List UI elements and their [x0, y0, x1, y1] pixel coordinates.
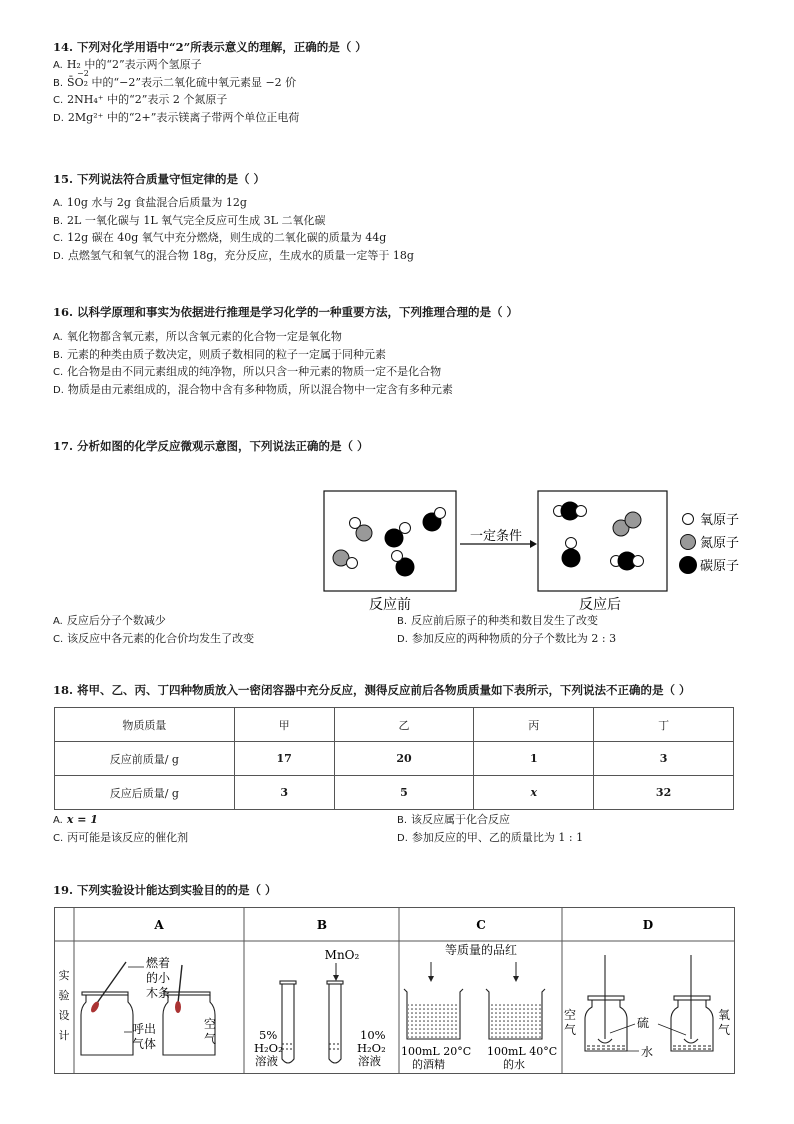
row-label: 计 [58, 1029, 70, 1042]
row-label: 设 [58, 1009, 70, 1022]
table-header-row [55, 708, 734, 742]
d-air-label: 气 [564, 1023, 577, 1037]
question-19 [53, 881, 754, 899]
option-d[interactable]: D. 参加反应的甲、乙的质量比为 1 : 1 [397, 831, 584, 844]
molecule-n2 [613, 512, 641, 536]
legend-nitrogen-icon [681, 535, 696, 550]
molecule-co2 [611, 552, 644, 571]
option-a[interactable]: A. H₂ 中的“2”表示两个氢原子 [53, 58, 202, 71]
molecule-co2 [554, 502, 587, 521]
option-c[interactable]: C. 12g 碳在 40g 氧气中充分燃烧，则生成的二氧化碳的质量为 44g [53, 231, 387, 244]
option-d[interactable]: D. 物质是由元素组成的，混合物中含有多种物质，所以混合物中一定含有多种元素 [53, 382, 453, 396]
option-c[interactable]: C. 化合物是由不同元素组成的纯净物，所以只含一种元素的物质一定不是化合物 [53, 365, 442, 378]
q17-options-row2 [53, 630, 754, 648]
column-a-header: A [154, 918, 164, 932]
option-d[interactable]: D. 参加反应的两种物质的分子个数比为 2 : 3 [397, 632, 617, 645]
c-top-label: 等质量的品红 [444, 943, 518, 957]
option-b[interactable]: B. S̄O₂ 中的“−2”表示二氧化硫中氧元素显 −2 价 −2 [53, 74, 754, 92]
c-left-label: 100mL 20°C [401, 1045, 472, 1058]
row-label: 验 [58, 989, 70, 1002]
legend-nitrogen: 氮原子 [700, 536, 740, 551]
table-cell: 32 [594, 776, 734, 810]
d-oxygen-label: 气 [718, 1023, 731, 1037]
table-cell: 3 [594, 742, 734, 776]
question-18 [53, 681, 754, 699]
option-c[interactable]: C. 2NH₄⁺ 中的“2”表示 2 个氮原子 [53, 93, 228, 106]
molecule-co [392, 551, 415, 577]
b-right-label: 10% [360, 1028, 386, 1042]
table-cell: 17 [234, 742, 334, 776]
after-label: 反应后 [579, 597, 621, 613]
beaker-water [486, 989, 545, 1039]
c-right-label: 100mL 40°C [487, 1045, 558, 1058]
question-title: 17. 分析如图的化学反应微观示意图，下列说法正确的是（ ） [53, 439, 369, 453]
table-cell: 反应前质量/ g [55, 742, 235, 776]
option-d[interactable]: D. 点燃氢气和氧气的混合物 18g，充分反应，生成水的质量一定等于 18g [53, 248, 414, 262]
option-a[interactable]: A. 反应后分子个数减少 [53, 614, 166, 627]
test-tube-10 [327, 981, 343, 1063]
b-left-label: H₂O₂ [254, 1041, 283, 1055]
question-title: 16. 以科学原理和事实为依据进行推理是学习化学的一种重要方法，下列推理合理的是（ ） [53, 305, 519, 319]
stick-label-1: 燃着 [146, 956, 171, 970]
table-header: 丙 [474, 708, 594, 742]
legend [679, 513, 739, 574]
b-right-label: 溶液 [358, 1054, 381, 1068]
breath-label-2: 气体 [132, 1037, 157, 1051]
molecule-co [562, 538, 581, 568]
question-title: 18. 将甲、乙、丙、丁四种物质放入一密闭容器中充分反应，测得反应前后各物质质量如下表所示，下列说法不正确的是（ ） [53, 683, 691, 697]
option-c[interactable]: C. 该反应中各元素的化合价均发生了改变 [53, 632, 255, 645]
question-title: 15. 下列说法符合质量守恒定律的是（ ） [53, 172, 266, 186]
c-left-label: 的酒精 [412, 1058, 445, 1071]
molecule-co [385, 523, 411, 548]
valence-mark: −2 [77, 68, 89, 78]
mno2-label: MnO₂ [324, 948, 360, 962]
beaker-alcohol [404, 989, 463, 1039]
option-a[interactable]: A. 10g 水与 2g 食盐混合后质量为 12g [53, 196, 247, 209]
table-row [55, 776, 734, 810]
b-left-label: 溶液 [255, 1054, 278, 1068]
table-header: 物质质量 [55, 708, 235, 742]
jar-sulfur-air [585, 955, 627, 1051]
molecule-co [423, 508, 446, 532]
table-header: 甲 [234, 708, 334, 742]
legend-carbon: 碳原子 [700, 559, 740, 574]
table-header: 丁 [594, 708, 734, 742]
d-oxygen-label: 氧 [718, 1008, 731, 1022]
b-right-label: H₂O₂ [357, 1041, 386, 1055]
q18-options-row1 [53, 811, 754, 829]
option-c[interactable]: C. 丙可能是该反应的催化剂 [53, 831, 189, 844]
stick-label-3: 木条 [146, 986, 171, 1000]
option-b[interactable]: B. 2L 一氧化碳与 1L 氧气完全反应可生成 3L 二氧化碳 [53, 213, 326, 227]
arrow-label: 一定条件 [469, 529, 523, 544]
jar-sulfur-oxygen [671, 955, 713, 1051]
legend-oxygen-icon [683, 514, 694, 525]
molecule-no [350, 518, 373, 542]
c-right-label: 的水 [503, 1058, 525, 1071]
legend-oxygen: 氧原子 [700, 513, 740, 528]
air-label-2: 气 [204, 1032, 217, 1046]
option-d[interactable]: D. 2Mg²⁺ 中的“2+”表示镁离子带两个单位正电荷 [53, 110, 300, 124]
column-c-header: C [476, 918, 486, 932]
question-title: 14. 下列对化学用语中“2”所表示意义的理解，正确的是（ ） [53, 40, 367, 54]
column-d-header: D [642, 918, 654, 932]
stick-label-2: 的小 [146, 971, 171, 985]
option-b[interactable]: B. 该反应属于化合反应 [397, 813, 511, 826]
molecule-no [333, 550, 358, 569]
option-b[interactable]: B. 元素的种类由质子数决定，则质子数相同的粒子一定属于同种元素 [53, 347, 387, 361]
column-b-header: B [316, 918, 328, 932]
question-title: 19. 下列实验设计能达到实验目的的是（ ） [53, 883, 277, 897]
b-left-label: 5% [259, 1028, 278, 1042]
table-cell: 5 [334, 776, 474, 810]
breath-label-1: 呼出 [132, 1022, 157, 1036]
q17-options-row1 [53, 612, 754, 630]
table-cell: 1 [474, 742, 594, 776]
table-cell: 20 [334, 742, 474, 776]
table-cell: 反应后质量/ g [55, 776, 235, 810]
legend-carbon-icon [679, 556, 697, 574]
d-sulfur-label: 硫 [637, 1016, 650, 1030]
option-a[interactable]: A. 氧化物都含氧元素，所以含氧元素的化合物一定是氧化物 [53, 330, 342, 343]
d-air-label: 空 [564, 1008, 577, 1022]
before-label: 反应前 [369, 597, 411, 613]
table-row [55, 742, 734, 776]
option-a[interactable]: A. x = 1 [53, 813, 98, 826]
gas-jar-breath [81, 992, 133, 1055]
air-label-1: 空 [204, 1017, 217, 1031]
experiment-table [54, 907, 736, 1075]
table-cell: x [474, 776, 594, 810]
table-header: 乙 [334, 708, 474, 742]
row-label: 实 [58, 969, 70, 982]
arrow-head [530, 540, 537, 548]
q18-options-row2 [53, 829, 754, 847]
option-b[interactable]: B. 反应前后原子的种类和数目发生了改变 [397, 614, 599, 627]
mass-table [54, 707, 734, 810]
table-cell: 3 [234, 776, 334, 810]
d-water-label: 水 [641, 1045, 654, 1059]
